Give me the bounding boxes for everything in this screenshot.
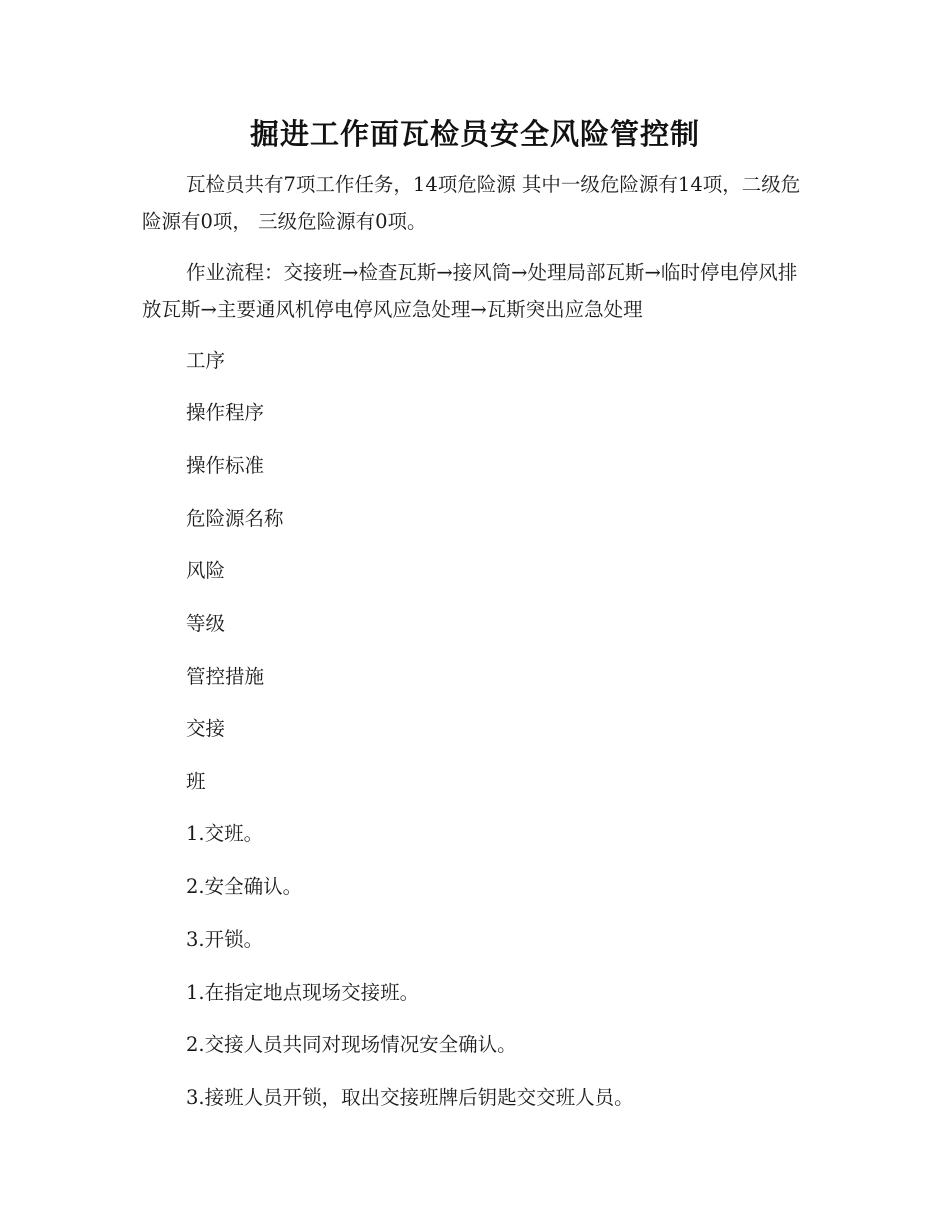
- workflow-paragraph: 作业流程：交接班→检查瓦斯→接风筒→处理局部瓦斯→临时停电停风排放瓦斯→主要通风机停电停风应急处理→瓦斯突出应急处理: [142, 261, 798, 321]
- text-line-process: 工序: [186, 349, 226, 372]
- list-item: 2.交接人员共同对现场情况安全确认。: [186, 1033, 517, 1056]
- list-item: 1.交班。: [186, 822, 264, 845]
- list-item: 3.开锁。: [186, 928, 264, 951]
- text-line-risk: 风险: [186, 559, 226, 582]
- list-item: 2.安全确认。: [186, 875, 303, 898]
- text-line-hazard-name: 危险源名称: [186, 507, 284, 530]
- list-item: 1.在指定地点现场交接班。: [186, 981, 420, 1004]
- text-line-level: 等级: [186, 612, 226, 635]
- text-line-control-measures: 管控措施: [186, 665, 265, 688]
- document-title: 掘进工作面瓦检员安全风险管控制: [249, 117, 700, 151]
- text-line-shift: 班: [186, 770, 206, 793]
- list-item: 3.接班人员开锁，取出交接班牌后钥匙交交班人员。: [186, 1086, 634, 1109]
- text-line-operation-procedure: 操作程序: [186, 401, 265, 424]
- summary-paragraph: 瓦检员共有7项工作任务，14项危险源 其中一级危险源有14项，二级危险源有0项， 三级危险源有0项。: [142, 173, 801, 233]
- text-line-operation-standard: 操作标准: [186, 454, 265, 477]
- text-line-handover: 交接: [186, 717, 226, 740]
